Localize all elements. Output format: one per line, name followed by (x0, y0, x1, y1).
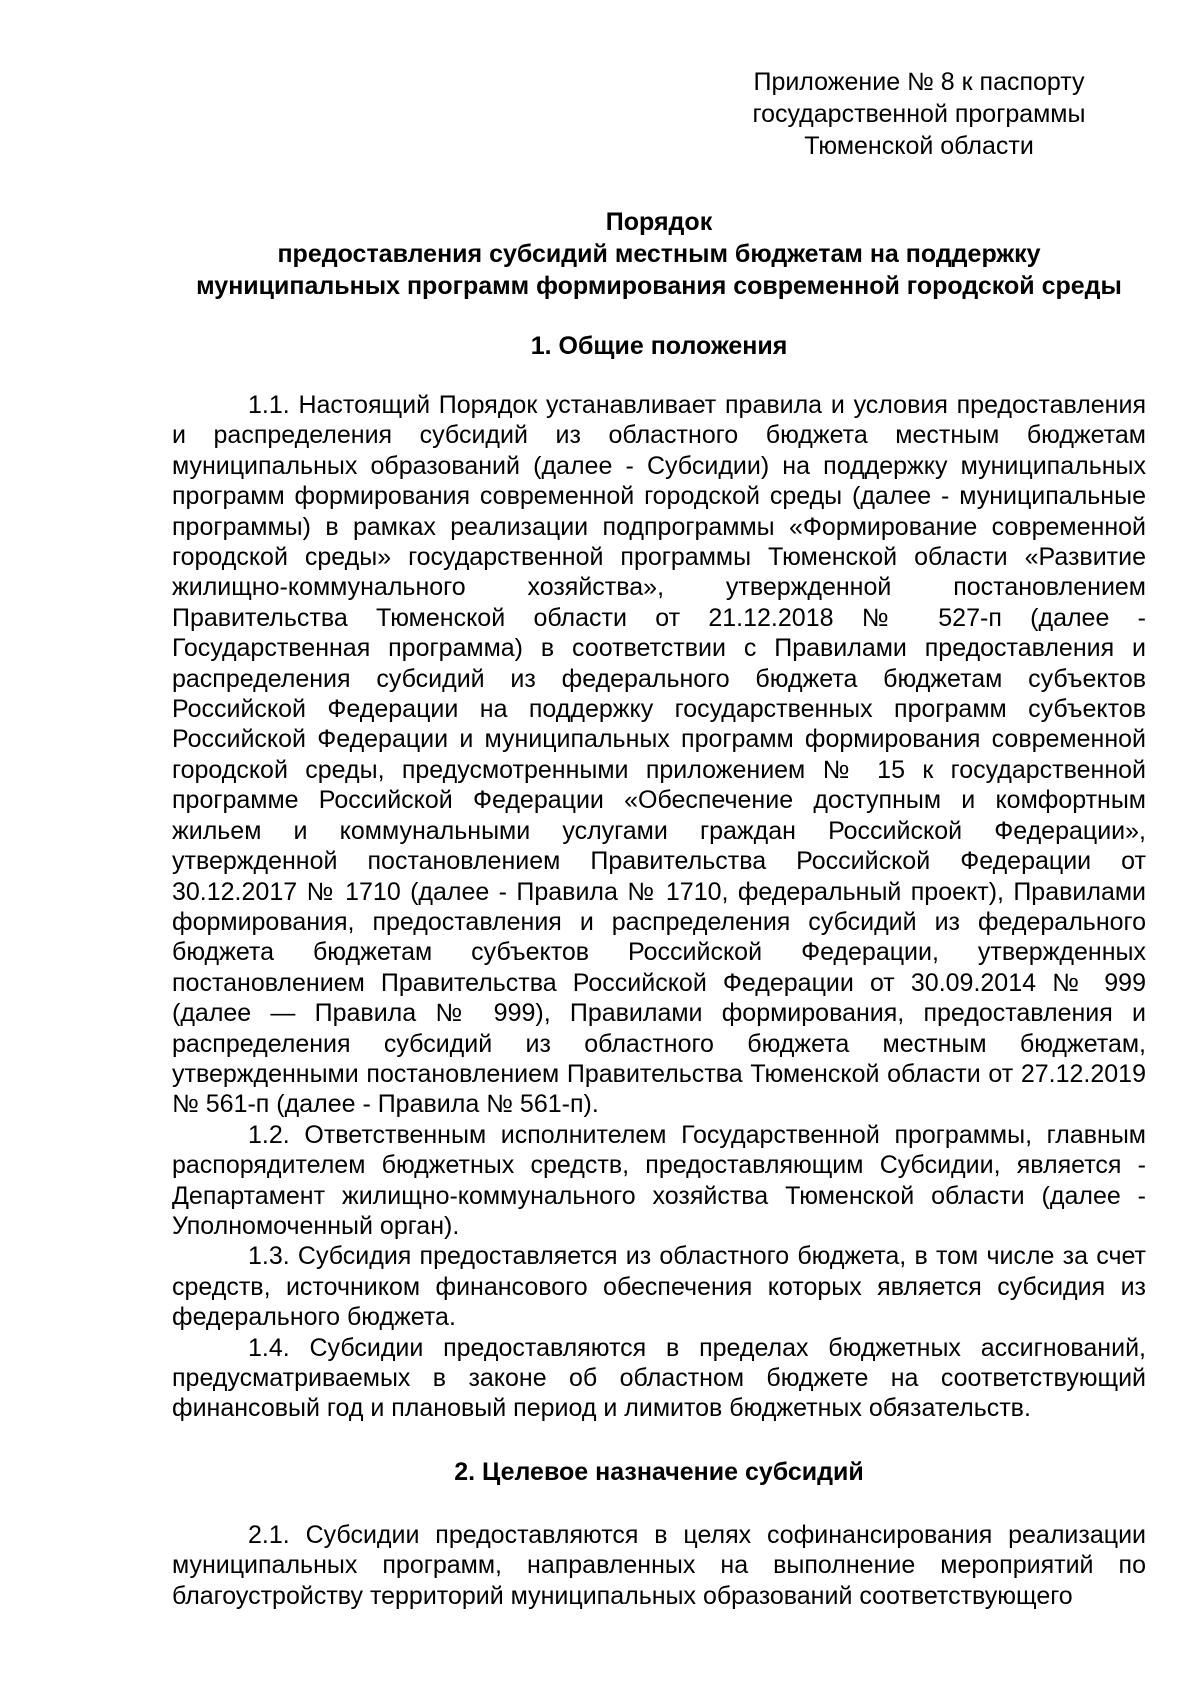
title-line-2: предоставления субсидий местным бюджетам на поддержку (277, 240, 1041, 268)
section-2-heading: 2. Целевое назначение субсидий (454, 1457, 864, 1486)
title-line-1: Порядок (605, 208, 713, 236)
appendix-line-3: Тюменской области (804, 132, 1034, 160)
paragraph-1-2: 1.2. Ответственным исполнителем Государственной программы, главным распорядителем бюджетных средств, предоставляющим Субсидии, является - Департамент жилищно-коммунального хозяйства Тюменской области (далее - Уполномоченный орган). (172, 1120, 1146, 1240)
document-title (172, 206, 1146, 302)
paragraph-1-4: 1.4. Субсидии предоставляются в пределах бюджетных ассигнований, предусматриваемых в законе об областном бюджете на соответствующий финансовый год и плановый период и лимитов бюджетных обязательств. (172, 1333, 1146, 1423)
appendix-line-2: государственной программы (752, 100, 1086, 128)
document-page (172, 66, 1146, 1611)
appendix-line-1: Приложение № 8 к паспорту (753, 68, 1085, 96)
paragraph-1-1: 1.1. Настоящий Порядок устанавливает правила и условия предоставления и распределения субсидий из областного бюджета местным бюджетам муниципальных образований (далее - Субсидии) на поддержку муниципальных программ формирования современной городской среды (далее - муниципальные программы) в рамках реализации подпрограммы «Формирование современной городской среды» государственной программы Тюменской области «Развитие жилищно-коммунального хозяйства», утвержденной постановлением Правительства Тюменской области от 21.12.2018 № 527-п (далее - Государственная программа) в соответствии с Правилами предоставления и распределения субсидий из федерального бюджета бюджетам субъектов Российской Федерации на поддержку государственных программ субъектов Российской Федерации и муниципальных программ формирования современной городской среды, предусмотренными приложением № 15 к государственной программе Российской Федерации «Обеспечение доступным и комфортным жильем и коммунальными услугами граждан Российской Федерации», утвержденной постановлением Правительства Российской Федерации от 30.12.2017 № 1710 (далее - Правила № 1710, федеральный проект), Правилами формирования, предоставления и распределения субсидий из федерального бюджета бюджетам субъектов Российской Федерации, утвержденных постановлением Правительства Российской Федерации от 30.09.2014 № 999 (далее — Правила № 999), Правилами формирования, предоставления и распределения субсидий из областного бюджета местным бюджетам, утвержденными постановлением Правительства Тюменской области от 27.12.2019 № 561-п (далее - Правила № 561-п). (172, 391, 1146, 1119)
title-line-3: муниципальных программ формирования современной городской среды (196, 272, 1122, 300)
paragraph-1-3: 1.3. Субсидия предоставляется из областного бюджета, в том числе за счет средств, источником финансового обеспечения которых является субсидия из федерального бюджета. (172, 1242, 1146, 1332)
section-1-heading: 1. Общие положения (530, 332, 788, 360)
paragraph-2-1: 2.1. Субсидии предоставляются в целях софинансирования реализации муниципальных программ, направленных на выполнение мероприятий по благоустройству территорий муниципальных образований соответствующего (172, 1520, 1146, 1610)
appendix-header (692, 66, 1146, 162)
